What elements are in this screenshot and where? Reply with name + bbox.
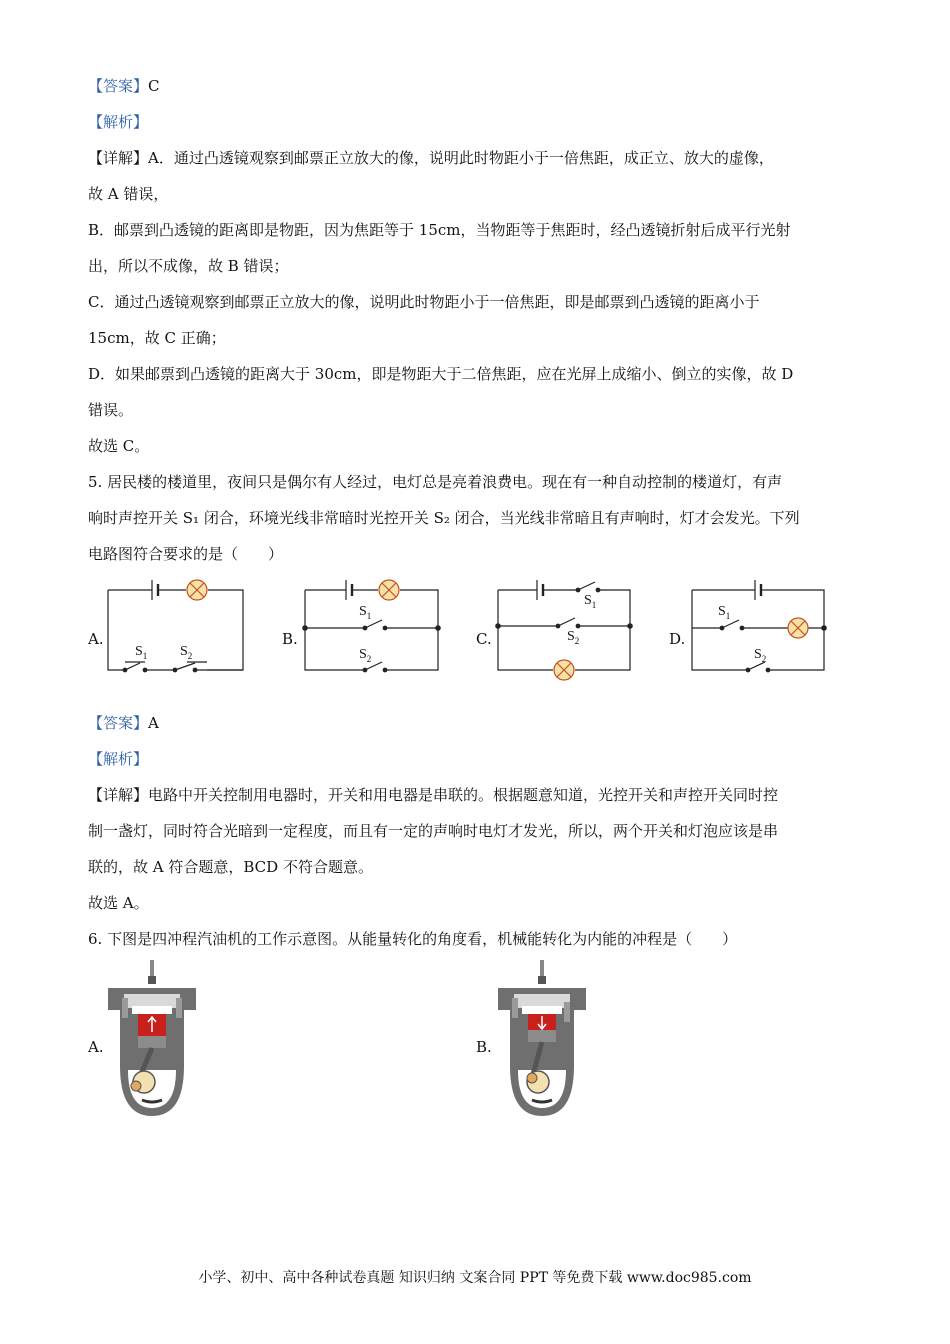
q5-detail-line-0: 【详解】电路中开关控制用电器时，开关和用电器是串联的。根据题意知道，光控开关和声控开关同时控 <box>88 786 779 804</box>
lamp-icon <box>788 618 808 638</box>
label-s2-d: $S_2$ <box>754 647 767 664</box>
label-s1-c: $S_1$ <box>584 593 597 610</box>
label-s1-d: $S_1$ <box>718 604 731 621</box>
q4-detail-line-3: 出，所以不成像，故 B 错误； <box>88 257 289 275</box>
engine-diagram-b <box>494 958 594 1118</box>
circuit-c <box>496 580 632 680</box>
label-s2-c: $S_2$ <box>567 629 580 646</box>
circuit-diagrams <box>0 572 950 682</box>
q4-analysis-tag: 【解析】 <box>88 113 149 131</box>
page-footer: 小学、初中、高中各种试卷真题 知识归纳 文案合同 PPT 等免费下载 www.doc985.com <box>198 1270 752 1286</box>
option-b-label: B. <box>476 1038 492 1056</box>
q5-detail-line-2: 联的，故 A 符合题意，BCD 不符合题意。 <box>88 858 373 876</box>
detail-tag: 【详解】 <box>88 786 149 804</box>
lamp-icon <box>187 580 207 600</box>
switch-s2-icon <box>558 618 575 626</box>
answer-value: A <box>148 714 159 732</box>
engine-diagram-a <box>104 958 204 1118</box>
lamp-icon <box>379 580 399 600</box>
q4-detail-line-4: C．通过凸透镜观察到邮票正立放大的像，说明此时物距小于一倍焦距，即是邮票到凸透镜的距离小于 <box>88 293 760 311</box>
q4-detail-line-8: 故选 C。 <box>88 437 150 455</box>
q5-answer-line <box>88 713 159 733</box>
switch-s2-icon <box>175 663 195 670</box>
circuit-b <box>303 580 440 672</box>
q5-stem-line-2: 电路图符合要求的是（ ） <box>88 545 284 563</box>
detail-tag: 【详解】 <box>88 149 149 167</box>
q4-detail-line-5: 15cm，故 C 正确； <box>88 329 226 347</box>
switch-s1-icon <box>722 620 739 628</box>
piston <box>138 1036 166 1048</box>
option-a-label: A. <box>88 630 104 648</box>
option-b-label: B. <box>282 630 298 648</box>
q4-detail-line-6: D．如果邮票到凸透镜的距离大于 30cm，即是物距大于二倍焦距，应在光屏上成缩小、倒立的实像，故 D <box>88 365 794 383</box>
lamp-icon <box>554 660 574 680</box>
q5-detail-line-1: 制一盏灯，同时符合光暗到一定程度，而且有一定的声响时电灯才发光，所以，两个开关和灯泡应该是串 <box>88 822 779 840</box>
answer-tag: 【答案】 <box>88 714 149 732</box>
q4-detail-line-7: 错误。 <box>88 401 134 419</box>
option-a-label: A. <box>88 1038 104 1056</box>
label-s1-b: $S_1$ <box>359 604 372 621</box>
piston <box>528 1030 556 1042</box>
option-c-label: C. <box>476 630 492 648</box>
q4-detail-line-1: 故 A 错误， <box>88 185 169 203</box>
q5-stem-line-0: 5. 居民楼的楼道里，夜间只是偶尔有人经过，电灯总是亮着浪费电。现在有一种自动控制的楼道灯，有声 <box>88 473 783 491</box>
switch-s1-icon <box>365 620 382 628</box>
answer-tag: 【答案】 <box>88 77 149 95</box>
q5-analysis-tag: 【解析】 <box>88 750 149 768</box>
label-s2-b: $S_2$ <box>359 647 372 664</box>
option-d-label: D. <box>669 630 686 648</box>
q4-answer-line <box>88 76 160 96</box>
answer-value: C <box>148 77 160 95</box>
switch-s1-icon <box>578 582 595 590</box>
q5-stem-line-1: 响时声控开关 S₁ 闭合，环境光线非常暗时光控开关 S₂ 闭合，当光线非常暗且有声响时，灯才会发光。下列 <box>88 509 800 527</box>
q4-detail-line-0: 【详解】A．通过凸透镜观察到邮票正立放大的像，说明此时物距小于一倍焦距，成正立、放大的虚像， <box>88 149 774 167</box>
q4-detail-line-2: B．邮票到凸透镜的距离即是物距，因为焦距等于 15cm，当物距等于焦距时，经凸透镜折射后成平行光射 <box>88 221 791 239</box>
circuit-a <box>108 580 243 672</box>
q5-detail-line-3: 故选 A。 <box>88 894 149 912</box>
q6-stem: 6. 下图是四冲程汽油机的工作示意图。从能量转化的角度看，机械能转化为内能的冲程是（ ） <box>88 930 738 948</box>
switch-s1-icon <box>125 663 140 670</box>
label-s2-a: $S_2$ <box>180 644 193 661</box>
label-s1-a: $S_1$ <box>135 644 148 661</box>
